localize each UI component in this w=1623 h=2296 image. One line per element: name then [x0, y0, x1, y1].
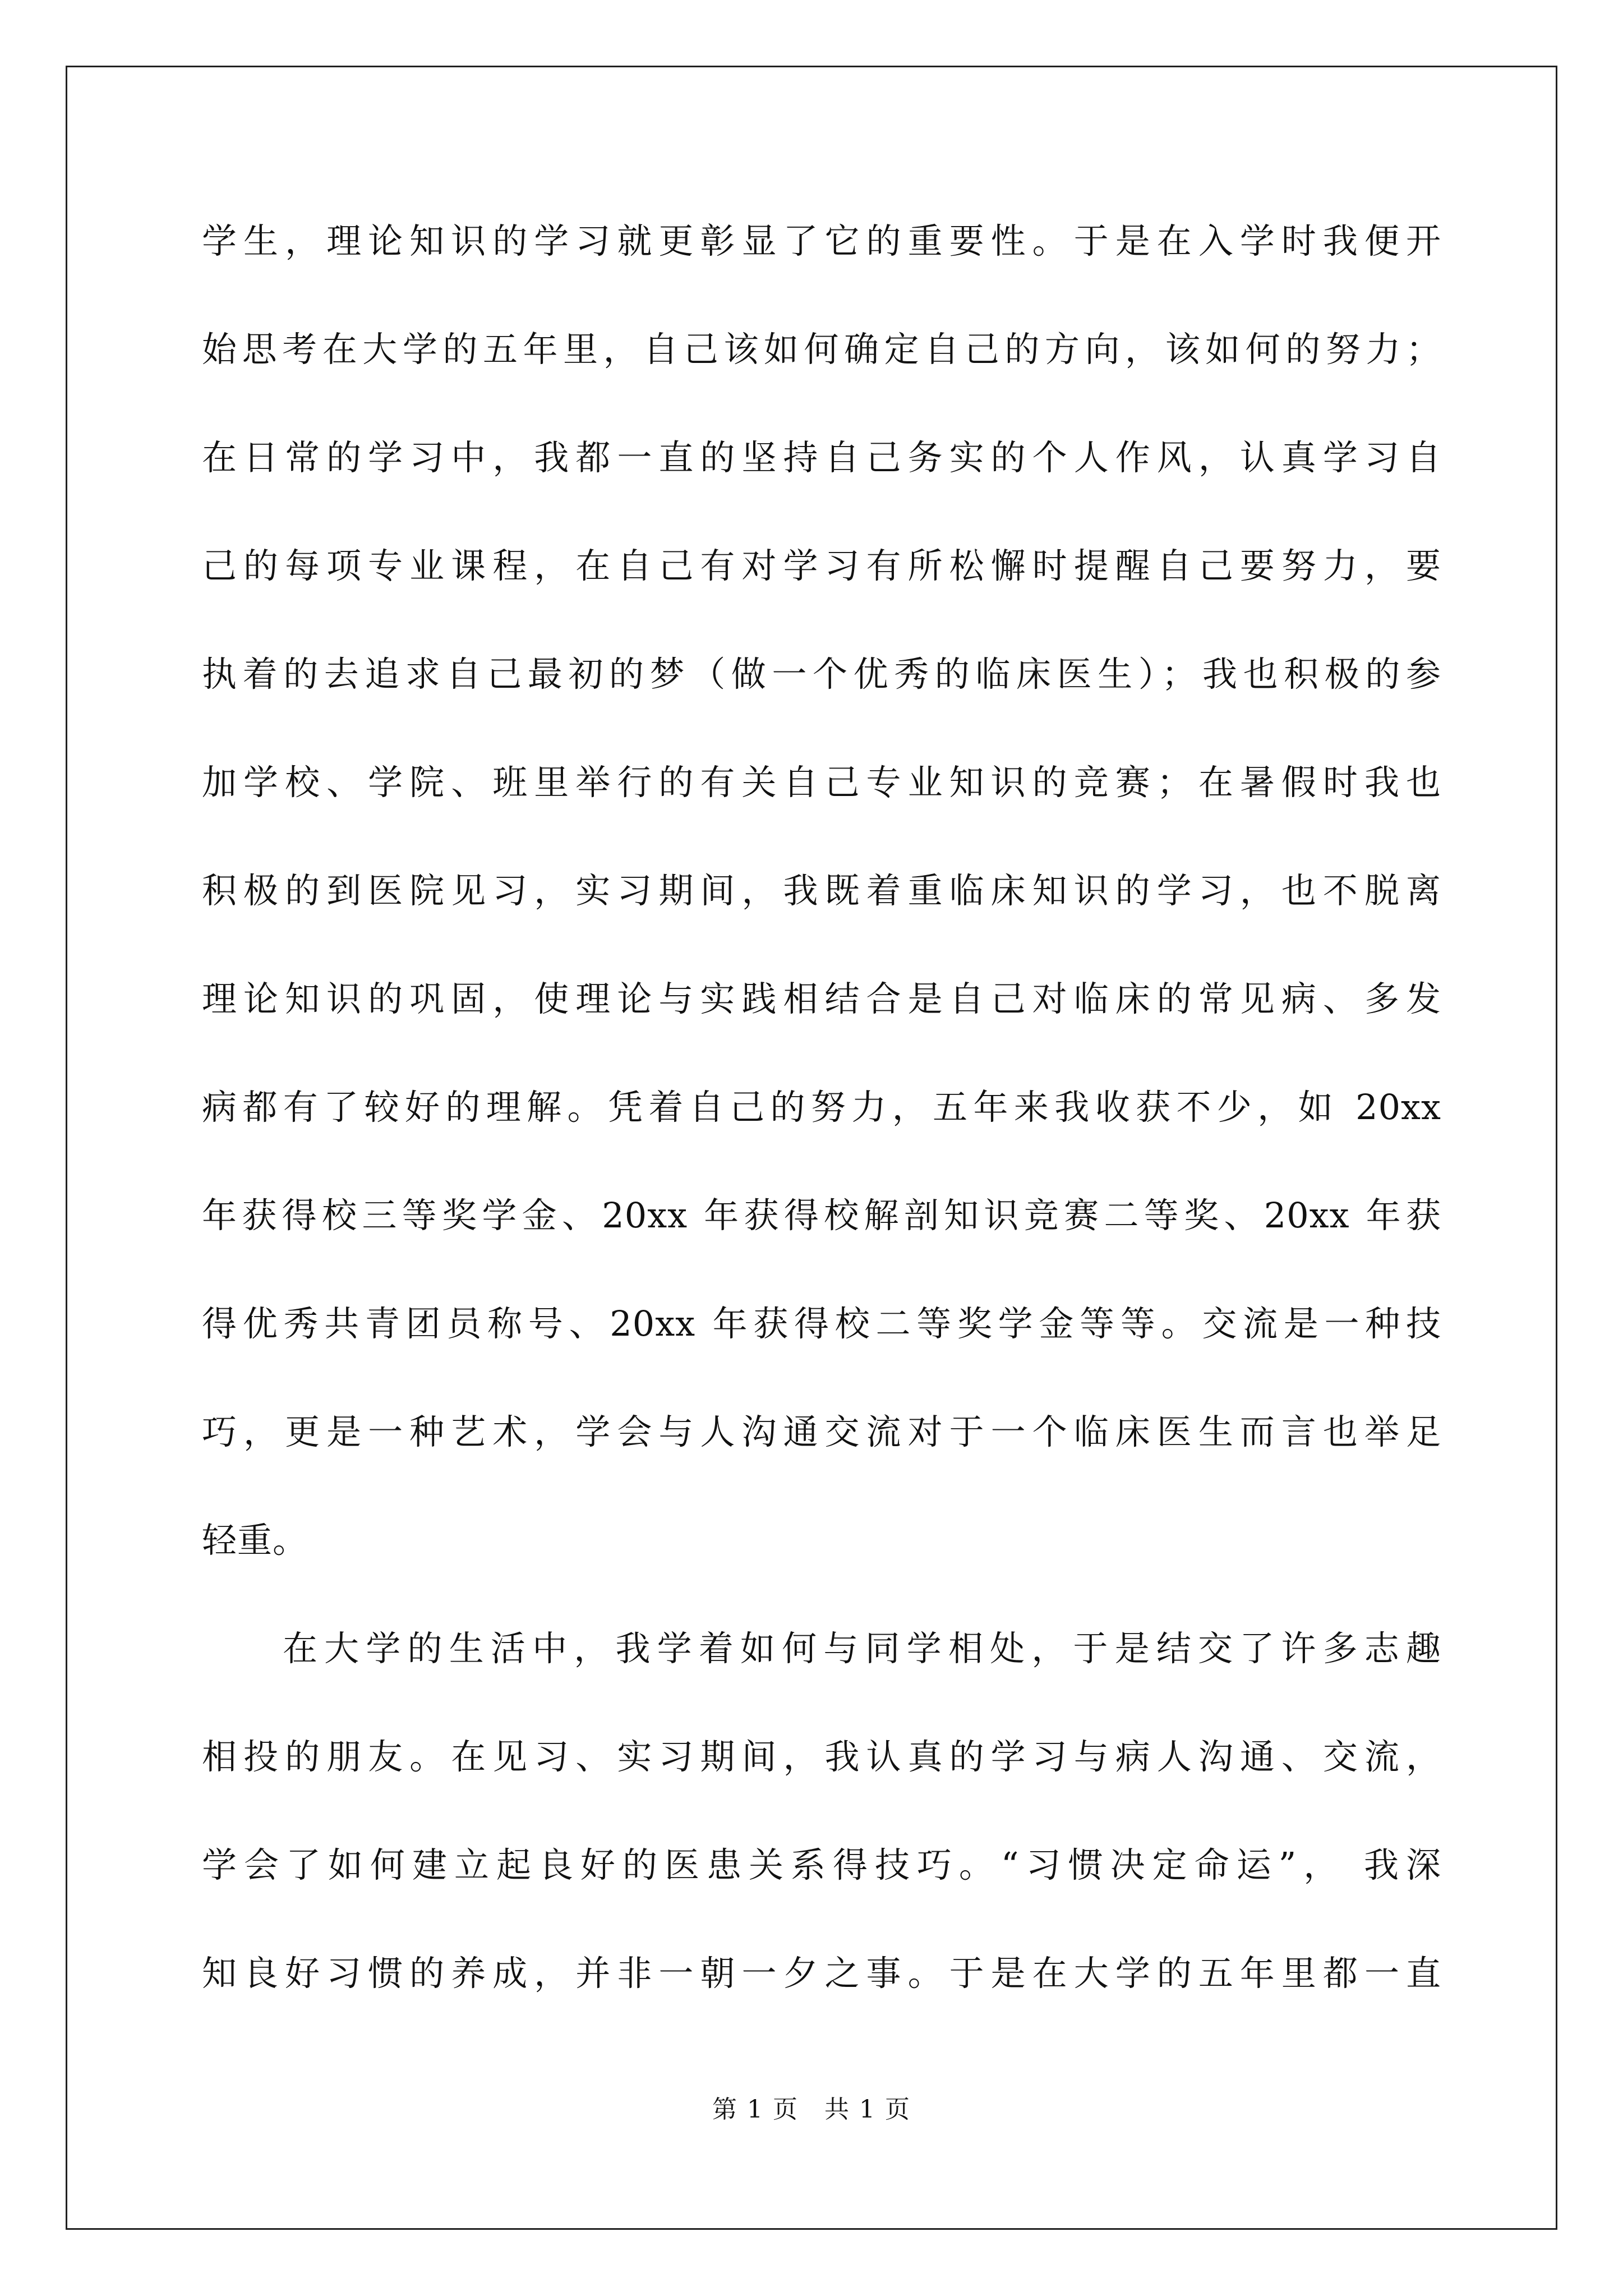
text-line: 始思考在大学的五年里，自己该如何确定自己的方向，该如何的努力；	[202, 329, 1441, 370]
paragraph-first-line: 在大学的生活中，我学着如何与同学相处，于是结交了许多志趣	[283, 1628, 1441, 1669]
text-line: 学会了如何建立起良好的医患关系得技巧。“习惯决定命运”， 我深	[202, 1844, 1441, 1885]
text-line: 学生，理论知识的学习就更彰显了它的重要性。于是在入学时我便开	[202, 220, 1441, 261]
text-line: 加学校、学院、班里举行的有关自己专业知识的竞赛；在暑假时我也	[202, 762, 1441, 803]
text-line: 轻重。	[202, 1520, 308, 1561]
text-line: 年获得校三等奖学金、20xx 年获得校解剖知识竞赛二等奖、20xx 年获	[202, 1195, 1441, 1236]
text-line: 知良好习惯的养成，并非一朝一夕之事。于是在大学的五年里都一直	[202, 1953, 1441, 1994]
text-line: 己的每项专业课程，在自己有对学习有所松懈时提醒自己要努力，要	[202, 545, 1441, 586]
text-line: 相投的朋友。在见习、实习期间，我认真的学习与病人沟通、交流，	[202, 1736, 1441, 1777]
page-number-label: 第 1 页 共 1 页	[712, 2095, 911, 2124]
text-line: 病都有了较好的理解。凭着自己的努力，五年来我收获不少，如 20xx	[202, 1087, 1441, 1128]
text-line: 执着的去追求自己最初的梦（做一个优秀的临床医生）；我也积极的参	[202, 654, 1441, 694]
text-line: 在日常的学习中，我都一直的坚持自己务实的个人作风，认真学习自	[202, 437, 1441, 478]
text-line: 得优秀共青团员称号、20xx 年获得校二等奖学金等等。交流是一种技	[202, 1303, 1441, 1344]
page-footer	[0, 2093, 1623, 2127]
text-line: 积极的到医院见习，实习期间，我既着重临床知识的学习，也不脱离	[202, 870, 1441, 911]
text-line: 理论知识的巩固，使理论与实践相结合是自己对临床的常见病、多发	[202, 978, 1441, 1019]
text-line: 巧，更是一种艺术，学会与人沟通交流对于一个临床医生而言也举足	[202, 1411, 1441, 1452]
body-text	[202, 216, 1441, 2056]
